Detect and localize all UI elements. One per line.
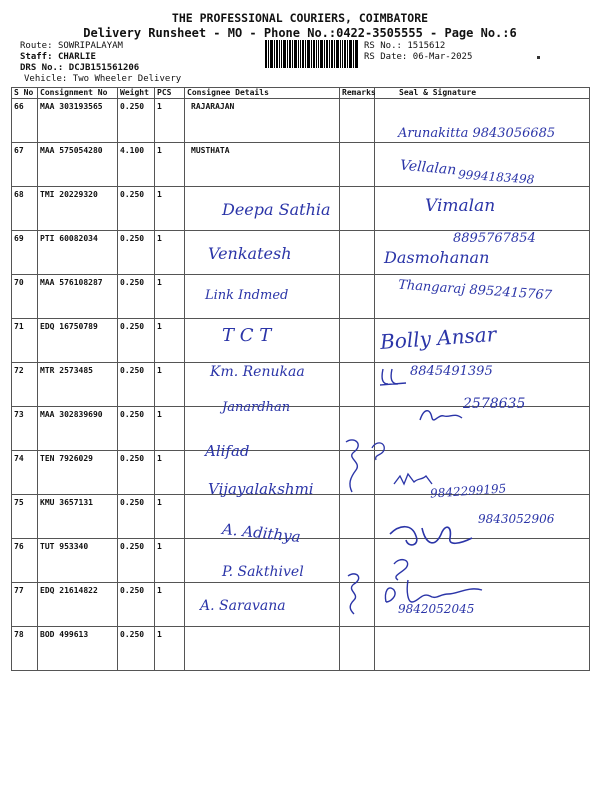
col-header-consignee: Consignee Details (185, 88, 340, 99)
mark-dot (537, 56, 540, 59)
runsheet-subtitle: Delivery Runsheet - MO - Phone No.:0422-3505555 - Page No.:6 (83, 26, 517, 40)
col-header-remarks: Remarks (340, 88, 375, 99)
cell-weight: 4.100 (118, 143, 155, 187)
cell-sno: 69 (12, 231, 38, 275)
signature-69: Dasmohanan (384, 248, 490, 267)
table-header-row (12, 88, 590, 99)
phone-76: 9843052906 (478, 512, 555, 526)
cell-sno: 76 (12, 539, 38, 583)
vehicle-value: Two Wheeler Delivery (72, 74, 182, 84)
signature-67: Vellalan (399, 157, 457, 179)
route-label: Route: (20, 41, 53, 51)
col-header-weight: Weight (118, 88, 155, 99)
cell-remarks (340, 275, 375, 319)
cell-consignment: TMI 20229320 (38, 187, 118, 231)
cell-consignment: TEN 7926029 (38, 451, 118, 495)
cell-consignment: MTR 2573485 (38, 363, 118, 407)
cell-pcs: 1 (155, 363, 185, 407)
phone-69: 8895767854 (453, 231, 536, 246)
route-line (20, 41, 123, 52)
drs-value: DCJB151561206 (68, 63, 140, 73)
cell-consignee: RAJARAJAN (185, 99, 340, 143)
staff-value: CHARLIE (57, 52, 96, 62)
cell-remarks (340, 231, 375, 275)
cell-weight: 0.250 (118, 275, 155, 319)
col-header-signature: Seal & Signature (375, 88, 590, 99)
rs-date-value: 06-Mar-2025 (412, 52, 473, 62)
cell-consignment: EDQ 21614822 (38, 583, 118, 627)
cell-sno: 74 (12, 451, 38, 495)
col-header-pcs: PCS (155, 88, 185, 99)
signature-scribble-76 (386, 518, 476, 552)
cell-pcs: 1 (155, 187, 185, 231)
consignee-name-77: P. Sakthivel (222, 564, 304, 580)
cell-consignment: MAA 575054280 (38, 143, 118, 187)
cell-sno: 72 (12, 363, 38, 407)
cell-remarks (340, 363, 375, 407)
table-row (12, 319, 590, 363)
cell-sno: 73 (12, 407, 38, 451)
staff-label: Staff: (20, 52, 53, 62)
cell-signature (375, 407, 590, 451)
cell-pcs: 1 (155, 99, 185, 143)
cell-weight: 0.250 (118, 319, 155, 363)
signature-66: Arunakitta 9843056685 (398, 126, 556, 141)
cell-sno: 75 (12, 495, 38, 539)
cell-remarks (340, 143, 375, 187)
cell-weight: 0.250 (118, 627, 155, 671)
rs-no-line (364, 41, 445, 52)
cell-pcs: 1 (155, 407, 185, 451)
drs-line (20, 63, 139, 74)
cell-remarks (340, 99, 375, 143)
cell-pcs: 1 (155, 319, 185, 363)
cell-remarks (340, 187, 375, 231)
table-row (12, 583, 590, 627)
consignee-name-68: Deepa Sathia (222, 200, 331, 219)
barcode (265, 40, 358, 68)
cell-signature (375, 627, 590, 671)
consignee-name-74: Alifad (205, 442, 250, 460)
cell-weight: 0.250 (118, 495, 155, 539)
cell-weight: 0.250 (118, 407, 155, 451)
seal-mark-74 (366, 438, 392, 464)
cell-consignment: MAA 576108287 (38, 275, 118, 319)
phone-72: 8845491395 (410, 364, 493, 379)
cell-pcs: 1 (155, 143, 185, 187)
col-header-consignment: Consignment No (38, 88, 118, 99)
cell-remarks (340, 319, 375, 363)
table-row (12, 407, 590, 451)
cell-sno: 71 (12, 319, 38, 363)
signature-scribble-72 (380, 366, 410, 388)
cell-pcs: 1 (155, 495, 185, 539)
phone-78: 9842052045 (398, 602, 475, 616)
cell-consignment: MAA 303193565 (38, 99, 118, 143)
table-row (12, 627, 590, 671)
route-value: SOWRIPALAYAM (57, 41, 123, 51)
cell-weight: 0.250 (118, 451, 155, 495)
signature-68: Vimalan (425, 196, 496, 216)
cell-sno: 67 (12, 143, 38, 187)
consignee-name-76: A. Adithya (221, 519, 302, 547)
cell-consignment: PTI 60082034 (38, 231, 118, 275)
cell-pcs: 1 (155, 451, 185, 495)
cell-consignee (185, 627, 340, 671)
signature-70: Thangaraj 8952415767 (397, 277, 553, 304)
cell-consignment: BOD 499613 (38, 627, 118, 671)
signature-scribble-73 (416, 404, 466, 426)
cell-sno: 77 (12, 583, 38, 627)
consignee-name-70: Link Indmed (205, 288, 289, 303)
cell-pcs: 1 (155, 539, 185, 583)
cell-consignment: EDQ 16750789 (38, 319, 118, 363)
col-header-sno: S No (12, 88, 38, 99)
cell-weight: 0.250 (118, 187, 155, 231)
cell-consignment: TUT 953340 (38, 539, 118, 583)
consignee-name-78: A. Saravana (200, 598, 286, 614)
remarks-mark-78 (340, 570, 370, 616)
consignee-name-73: Janardhan (222, 400, 291, 415)
cell-pcs: 1 (155, 627, 185, 671)
cell-sno: 66 (12, 99, 38, 143)
cell-consignment: KMU 3657131 (38, 495, 118, 539)
rs-date-label: RS Date: (364, 52, 408, 62)
cell-weight: 0.250 (118, 583, 155, 627)
staff-line (20, 52, 96, 63)
company-title: THE PROFESSIONAL COURIERS, COIMBATORE (171, 11, 429, 25)
consignee-name-69: Venkatesh (208, 244, 292, 263)
rs-no-label: RS No.: (364, 41, 402, 51)
rs-date-line (364, 52, 472, 63)
cell-remarks (340, 495, 375, 539)
cell-consignment: MAA 302839690 (38, 407, 118, 451)
cell-sno: 78 (12, 627, 38, 671)
cell-pcs: 1 (155, 231, 185, 275)
cell-remarks (340, 627, 375, 671)
cell-weight: 0.250 (118, 363, 155, 407)
consignee-name-75: Vijayalakshmi (208, 480, 314, 498)
cell-sno: 68 (12, 187, 38, 231)
cell-pcs: 1 (155, 583, 185, 627)
cell-sno: 70 (12, 275, 38, 319)
cell-weight: 0.250 (118, 231, 155, 275)
rs-no-value: 1515612 (407, 41, 446, 51)
vehicle-label: Vehicle: (24, 74, 68, 84)
cell-consignee: MUSTHATA (185, 143, 340, 187)
vehicle-line (24, 74, 181, 85)
cell-weight: 0.250 (118, 539, 155, 583)
phone-67: 9994183498 (457, 167, 535, 187)
cell-pcs: 1 (155, 275, 185, 319)
signature-71: Bolly Ansar (379, 321, 497, 355)
cell-weight: 0.250 (118, 99, 155, 143)
phone-73: 2578635 (463, 396, 526, 412)
consignee-name-72: Km. Renukaa (210, 364, 305, 380)
drs-label: DRS No.: (20, 63, 64, 73)
consignee-name-71: T C T (222, 325, 272, 346)
phone-75: 9842299195 (429, 481, 507, 501)
